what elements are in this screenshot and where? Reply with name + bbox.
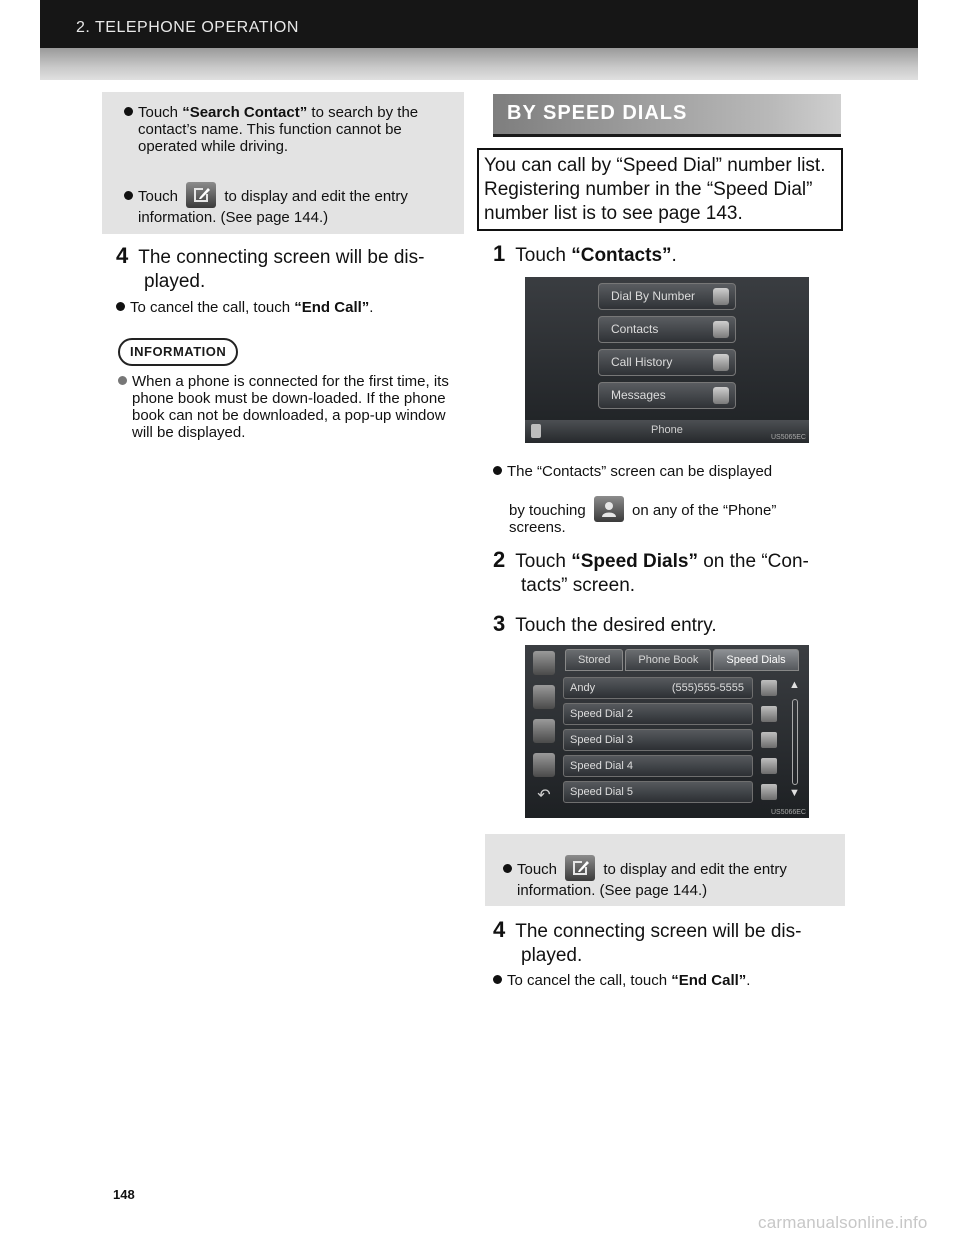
step-2-cont: tacts” screen. (521, 575, 636, 596)
contacts-note-line2: by touching on any of the “Phone” (509, 496, 849, 522)
step-1: 1 Touch “Contacts”. (493, 241, 677, 266)
person-icon (713, 321, 729, 338)
edit-entry-icon[interactable] (761, 758, 777, 774)
page-number: 148 (113, 1187, 135, 1202)
watermark: carmanualsonline.info (758, 1213, 928, 1232)
speed-dial-entry[interactable]: Andy (555)555-5555 (563, 677, 753, 699)
step-2: 2 Touch “Speed Dials” on the “Con- (493, 547, 809, 572)
menu-contacts[interactable]: Contacts (598, 316, 736, 343)
envelope-icon (713, 387, 729, 404)
side-contacts-icon[interactable] (533, 685, 555, 709)
image-id: US5065EC (770, 434, 806, 441)
phone-screen (525, 277, 809, 443)
step-3: 3 Touch the desired entry. (493, 611, 717, 636)
bullet-icon (124, 191, 133, 200)
bullet-edit-entry-right: Touch to display and edit the entry information. (See page 144.) (503, 855, 837, 900)
bullet-edit-entry: Touch to display and edit the entry information. (See page 144.) (124, 182, 458, 227)
menu-call-history[interactable]: Call History (598, 349, 736, 376)
speed-dial-entry[interactable]: Speed Dial 3 (563, 729, 753, 751)
tab-phone-book[interactable]: Phone Book (625, 649, 711, 671)
bullet-icon (503, 864, 512, 873)
step-4-right: 4 The connecting screen will be dis- (493, 917, 802, 942)
phone-handset-icon (531, 424, 541, 438)
side-history-icon[interactable] (533, 719, 555, 743)
image-id: US5066EC (770, 809, 806, 816)
speed-dials-screen (525, 645, 809, 818)
side-keypad-icon[interactable] (533, 651, 555, 675)
step-4-left-cont: played. (144, 271, 206, 292)
call-history-icon (713, 354, 729, 371)
scroll-up-icon[interactable]: ▲ (789, 679, 800, 691)
edit-entry-icon[interactable] (761, 706, 777, 722)
step-4-left: 4 The connecting screen will be dis- (116, 243, 425, 268)
edit-entry-icon[interactable] (761, 732, 777, 748)
cancel-call-note-right: To cancel the call, touch “End Call”. (493, 972, 843, 989)
edit-entry-icon (186, 182, 216, 208)
bullet-icon (124, 107, 133, 116)
menu-dial-by-number[interactable]: Dial By Number (598, 283, 736, 310)
information-text: When a phone is connected for the first time, its phone book must be down-loaded. If the phone book can not be downloaded, a pop-up window will be displayed. (118, 373, 458, 441)
tab-stored[interactable]: Stored (565, 649, 623, 671)
menu-messages[interactable]: Messages (598, 382, 736, 409)
keypad-icon (713, 288, 729, 305)
intro-box: You can call by “Speed Dial” number list. Registering number in the “Speed Dial” number list is to see page 143. (477, 148, 843, 231)
scrollbar[interactable] (792, 699, 798, 785)
speed-dial-entry[interactable]: Speed Dial 5 (563, 781, 753, 803)
contacts-note-line1: The “Contacts” screen can be displayed (493, 463, 843, 480)
information-badge: INFORMATION (118, 338, 238, 366)
edit-entry-icon[interactable] (761, 680, 777, 696)
header-gradient-band (40, 48, 918, 80)
scroll-down-icon[interactable]: ▼ (789, 787, 800, 799)
bullet-icon (116, 302, 125, 311)
bullet-icon (118, 376, 127, 385)
edit-entry-icon[interactable] (761, 784, 777, 800)
section-title: 2. TELEPHONE OPERATION (76, 19, 299, 36)
screen-tabs (565, 649, 799, 671)
bullet-icon (493, 975, 502, 984)
bullet-search-contact: Touch “Search Contact” to search by the contact’s name. This function cannot be operated while driving. (124, 104, 456, 155)
tab-speed-dials[interactable]: Speed Dials (713, 649, 798, 671)
phone-footer-label: Phone (651, 424, 683, 436)
cancel-call-note-left: To cancel the call, touch “End Call”. (116, 299, 466, 316)
section-heading: BY SPEED DIALS (493, 94, 841, 137)
back-icon[interactable]: ↶ (537, 787, 551, 804)
contacts-note-line3: screens. (509, 519, 566, 536)
bullet-icon (493, 466, 502, 475)
speed-dial-entry[interactable]: Speed Dial 2 (563, 703, 753, 725)
step-4-right-cont: played. (521, 945, 583, 966)
speed-dial-entry[interactable]: Speed Dial 4 (563, 755, 753, 777)
edit-entry-icon (565, 855, 595, 881)
side-messages-icon[interactable] (533, 753, 555, 777)
